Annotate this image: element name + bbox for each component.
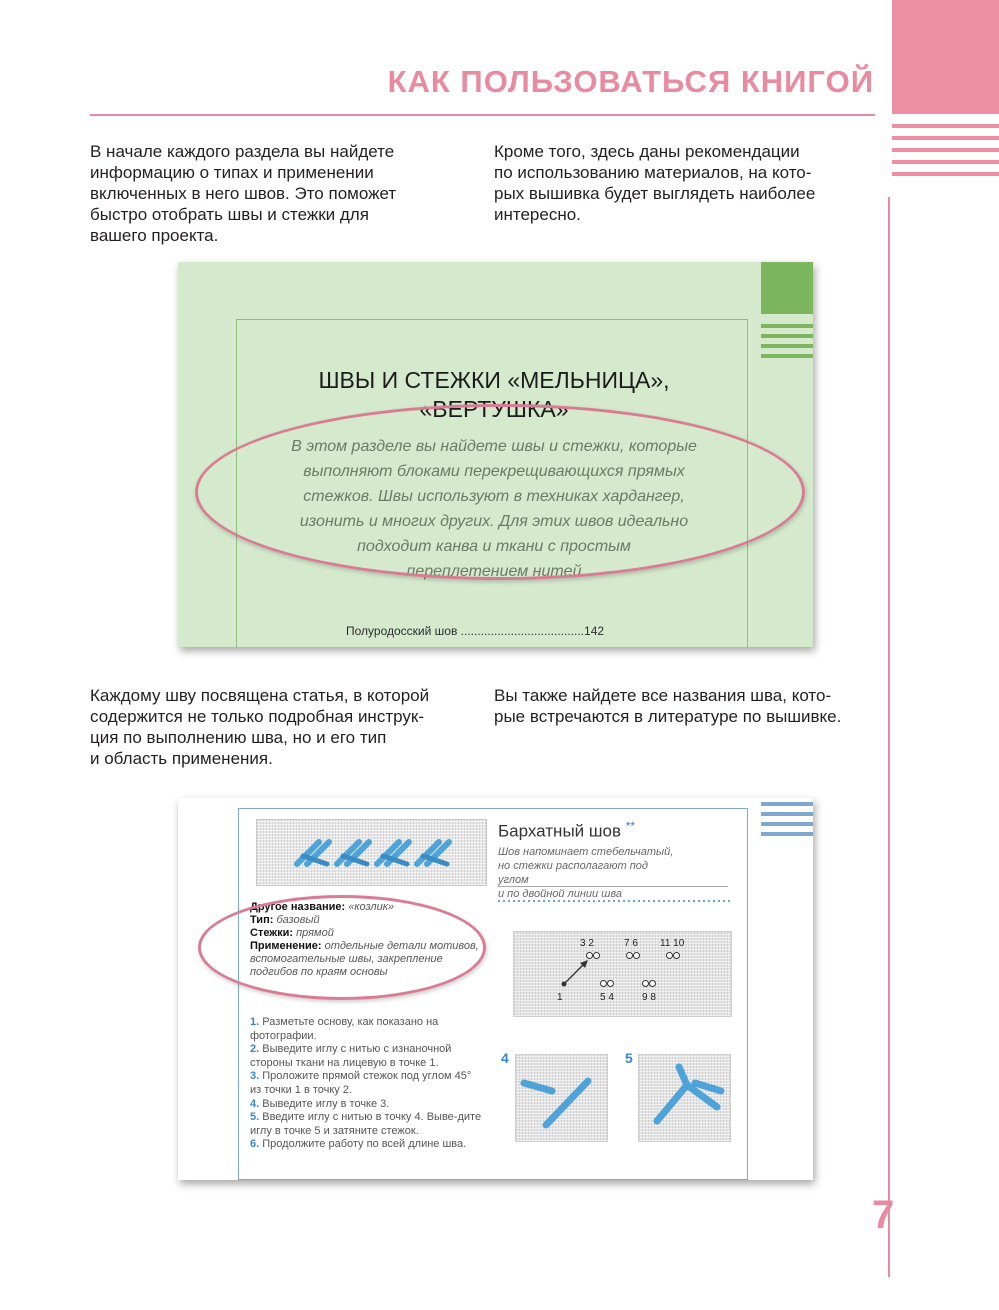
page-title: КАК ПОЛЬЗОВАТЬСЯ КНИГОЙ [387,64,874,99]
note-underline [498,886,728,887]
blue-stripe [761,832,813,836]
header-stripe [892,124,999,128]
section-title: ШВЫ И СТЕЖКИ «МЕЛЬНИЦА», «ВЕРТУШКА» [318,367,670,422]
type-label: Тип: [250,914,274,926]
step-number: 5. [250,1111,260,1124]
highlight-oval [198,895,486,1000]
diagram-label: 7 6 [624,938,638,949]
header-corner-block [892,0,999,114]
side-rule [888,197,890,1277]
stitch-arrow [514,932,733,1018]
toc-entry: Полуродосский шов .....................................142 [346,624,605,638]
blue-stripe [761,822,813,826]
difficulty-stars: ** [625,819,636,833]
point-diagram [513,931,732,1017]
page-number: 7 [872,1193,895,1237]
step-number: 4. [250,1097,260,1110]
step-text: Продолжите работу по всей длине шва. [262,1138,467,1151]
title-underline [90,114,875,116]
step-item [250,1070,485,1097]
step-text: Разметьте основу, как показано на фотографии. [250,1016,439,1042]
step-text: Проложите прямой стежок под углом 45° из точки 1 в точку 2. [250,1070,472,1096]
blue-stripe [761,812,813,816]
step-text: Выведите иглу с нитью с изнаночной стороны ткани на лицевую в точке 1. [250,1043,452,1069]
intro-left-paragraph: В начале каждого раздела вы найдете информацию о типах и применении включенных в него швов. Это поможет быстро отобрать швы и стежки для вашего проекта. [90,142,397,245]
photo-step-number: 5 [625,1050,633,1066]
highlight-oval [195,404,805,580]
diagram-label: 1 [557,992,563,1003]
green-stripe [761,354,813,358]
step-item [250,1043,485,1070]
green-corner-block [761,262,813,314]
intro-right-paragraph: Кроме того, здесь даны рекомендации по использованию материалов, на кото- рых вышивка будет выглядеть наиболее интересно. [494,142,816,224]
step-text: Введите иглу с нитью в точку 4. Выве-дите иглу в точке 5 и затяните стежок. [250,1111,482,1137]
photo-step-number: 4 [501,1050,509,1066]
stitch-sample-thread [257,820,488,887]
step-text: Выведите иглу в точке 3. [262,1097,390,1110]
other-name-value: «козлик» [348,901,395,913]
other-name-label: Другое название: [250,901,346,913]
step-item [250,1016,485,1043]
green-stripe [761,344,813,348]
step-item [250,1111,485,1138]
header-stripe [892,160,999,164]
thread-photo [639,1055,732,1143]
stitches-label: Стежки: [250,927,294,939]
stitch-title-text: Бархатный шов [498,821,622,841]
usage-label: Применение: [250,940,322,952]
step-photo-5 [638,1054,731,1142]
stitches-value: прямой [296,927,334,939]
step-item [250,1098,485,1112]
step-item [250,1138,485,1152]
diagram-label: 5 4 [600,992,614,1003]
section-description: В этом разделе вы найдете швы и стежки, которые выполняют блоками перекрещивающихся прямых стежков. Швы используют в техниках хардангер, изонить и многих других. Для этих швов идеально подходит канва и ткани с простым переплетением нитей [291,438,697,580]
dotted-divider [498,900,730,902]
header-stripe [892,136,999,140]
middle-right-paragraph: Вы также найдете все названия шва, кото- рые встречаются в литературе по вышивке. [494,686,842,726]
diagram-label: 9 8 [642,992,656,1003]
header-stripe [892,172,999,176]
step-number: 2. [250,1043,260,1056]
type-value: базовый [276,914,320,926]
green-stripe [761,334,813,338]
middle-left-paragraph: Каждому шву посвящена статья, в которой содержится не только подробная инструк- ция по выполнению шва, но и его тип и область применения. [90,686,430,768]
stitch-title [498,819,635,842]
diagram-label: 11 10 [660,938,685,949]
step-number: 1. [250,1016,260,1028]
step-photo-4 [515,1054,608,1142]
thread-photo [516,1055,609,1143]
stitch-sample-photo [256,819,487,886]
blue-stripe [761,802,813,806]
diagram-label: 3 2 [580,938,594,949]
usage-value: отдельные детали мотивов, вспомогательные швы, закрепление подгибов по краям основы [250,940,479,978]
step-number: 6. [250,1138,260,1151]
green-stripe [761,324,813,328]
header-stripe [892,148,999,152]
stitch-note: Шов напоминает стебельчатый, но стежки располагают под углом и по двойной линии шва [498,846,674,900]
instruction-steps [250,1016,485,1152]
step-number: 3. [250,1070,260,1083]
